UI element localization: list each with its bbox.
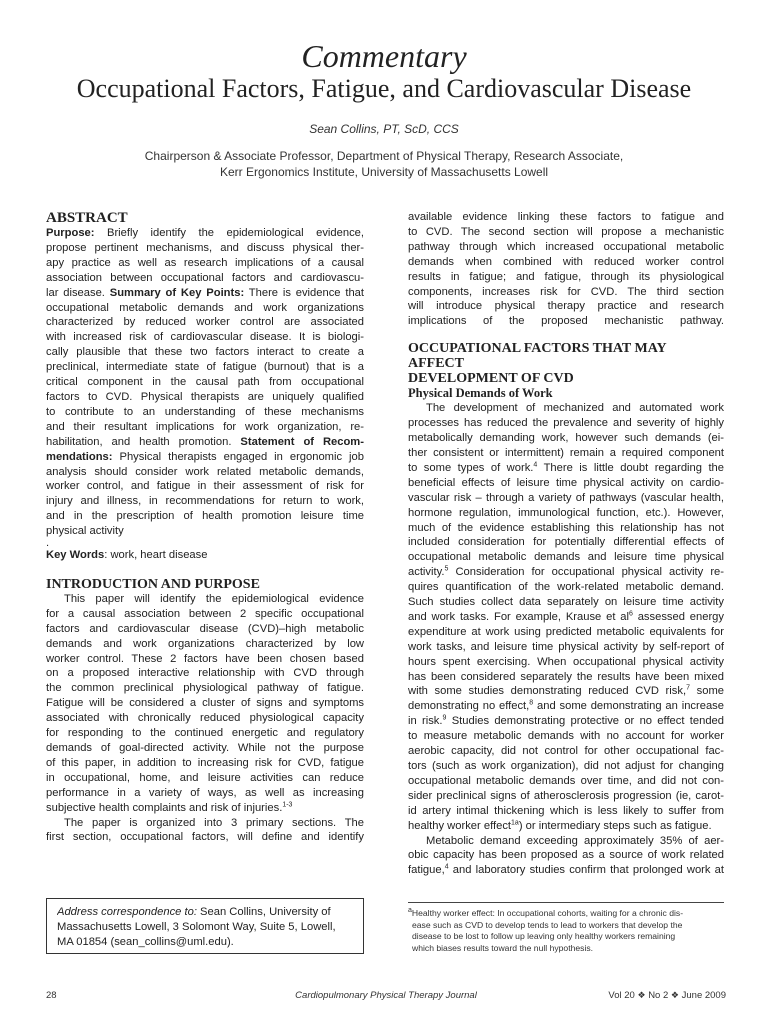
abstract-line: with increased risk of cardiovascular disease. It is biologi- [46,331,364,344]
abstract-line: preclinical, intermediate state of fatigue (burnout) that is a [46,361,364,374]
text-line: beneficial effects of leisure time physical activity on cardio- [408,476,724,489]
text-line: much of the evidence establishing this relationship has not [408,521,724,534]
text-line: quires quantification of the work-related metabolic demand. [408,581,724,594]
text-line: aerobic capacity, did not control for other occupational fac- [408,745,724,758]
address-label: Address correspondence to: [57,906,197,918]
text-line: ther consistent or intermittent) remain a required component [408,446,724,459]
text-line: hormone regulation, immunological function, etc.). However, [408,506,724,519]
abstract-heading: ABSTRACT [46,210,128,226]
affiliation-line-1: Chairperson & Associate Professor, Department of Physical Therapy, Research Associate, [144,149,624,163]
text-line: processes has reduced the prevalence and severity of highly [408,417,724,430]
purpose-label: Purpose: [46,227,95,239]
text-line: The paper is organized into 3 primary sections. The [64,816,364,829]
intro-continuation [408,210,724,329]
text-line: metabolically demanding work, however such demands (ei- [408,432,724,445]
text-line: pathway through which increased occupational metabolic [408,240,724,253]
abstract-line: propose pertinent mechanisms, and discuss physical ther- [46,241,364,254]
article-title: Occupational Factors, Fatigue, and Cardiovascular Disease [76,74,692,103]
abstract-line: physical activity [46,525,124,538]
text-line: work tasks, and leisure time physical activity by self-report of [408,640,724,653]
text-line: implications of the proposed mechanistic pathway. [408,315,724,328]
text-line: has been considered separately the results have been mixed [408,670,724,683]
text-line: demands and work organizations characterized by low [46,637,364,650]
text-line: The development of mechanized and automated work [426,402,724,415]
text-line: for responding to the continued energetic and regulatory [46,727,364,740]
text-line: demands when combined with reduced worker control [408,255,724,268]
text-line: in occupational, home, and leisure activities can reduce [46,771,364,784]
left-column [46,210,364,845]
intro-paragraph-1 [46,592,364,801]
text-line: will introduce physical therapy practice and research [408,300,724,313]
text-line: factors and cardiovascular disease (CVD)–high metabolic [46,622,364,635]
abstract-line: critical component in the causal path from occupational [46,376,364,389]
text-line: sider preclinical signs of atherosclerosis progression (ie, carot- [408,789,724,802]
text-line: id artery intimal thickening which is less likely to suffer from [408,804,724,817]
page-number: 28 [46,990,57,1001]
summary-label: Summary of Key Points: [109,286,245,299]
abstract-line: to contribute to an understanding of these mechanisms [46,405,364,418]
text-line: components, increases risk for CVD. The third section [408,285,724,298]
address-correspondence-box: Address correspondence to: Sean Collins, University of Massachusetts Lowell, 3 Solomont Way, Suite 5, Lowell, MA 01854 (sean_collins@uml.edu). [46,898,364,954]
text-line: associated with chronically reduced physiological capacity [46,712,364,725]
section-heading: OCCUPATIONAL FACTORS THAT MAY AFFECT DEVELOPMENT OF CVD [408,341,667,387]
text-line: of this paper, in addition to increasing risk for CVD, fatigue [46,756,364,769]
subsection-heading: Physical Demands of Work [408,386,553,401]
text-line: to CVD. The second section will propose a mechanistic [408,225,724,238]
article-type-label: Commentary [301,38,467,74]
diamond-ornament-icon: ❖ [670,990,679,1000]
abstract-line: . [46,539,50,549]
text-line: first section, occupational factors, will define and identify [46,831,364,844]
text-line: results in fatigue; and fatigue, through its physiological [408,270,724,283]
text-line: vascular risk – through a variety of pathways (vascular health, [408,491,724,504]
intro-heading: INTRODUCTION AND PURPOSE [46,576,260,592]
abstract-line: analysis should consider work related metabolic demands, [46,465,364,478]
text-line: Fatigue will be considered a cluster of signs and symptoms [46,697,364,710]
abstract-line: habilitation, and health promotion. Statement of Recom- [46,435,364,448]
abstract-line: mendations: Physical therapists engaged in ergonomic job [46,450,364,463]
author-line: Sean Collins, PT, ScD, CCS [309,122,459,136]
abstract-line: worker control, and fatigue in their assessment of risk for [46,480,364,493]
diamond-ornament-icon: ❖ [637,990,646,1000]
text-line: demands of goal-directed activity. While not the purpose [46,742,364,754]
text-line: on a proposed interactive relationship with CVD through [46,667,364,680]
footnote: $^a$Healthy worker effect: In occupational cohorts, waiting for a chronic dis- ease such as CVD to develop tends to lead to workers that develop the disease to be lost to follow up leaving only healthy workers remaining which biases results toward the null hypothesis. [408,908,684,953]
text-line: to measure metabolic demands with no account for worker [408,730,724,743]
abstract-line: and in the prescription of health promotion leisure time [46,510,364,523]
abstract-line: cally plausible that these two factors interact to create a [46,346,364,359]
text-line: Such studies collect data separately on leisure time activity [408,596,724,609]
text-line: for a causal association between 2 specific occupational [46,607,364,620]
text-line: included consideration for potentially differential effects of [408,536,724,549]
text-line: performance in a variety of ways, as well as increasing [46,786,364,799]
journal-name: Cardiopulmonary Physical Therapy Journal [295,990,477,1001]
abstract-line: factors to CVD. Physical therapists are uniquely qualified [46,390,364,403]
text-line: expenditure at work using predicted metabolic equivalents for [408,625,724,638]
keywords-line: Key Words: work, heart disease [46,549,208,562]
affiliation-line-2: Kerr Ergonomics Institute, University of Massachusetts Lowell [219,165,549,179]
text-line: tors (such as work organization), did not adjust for changing [408,760,724,772]
abstract-line: injury and illness, in recommendations for return to work, [46,495,364,508]
text-line: worker control. These 2 factors have been chosen based [46,652,364,665]
issue-info: Vol 20 ❖ No 2 ❖ June 2009 [608,990,726,1001]
text-line: occupational metabolic demands over time, and did not con- [408,774,724,787]
abstract-line: Purpose: Briefly identify the epidemiological evidence, [46,227,364,239]
abstract-line: occupational metabolic demands and work organizations [46,301,364,314]
abstract-line: lar disease. Summary of Key Points: There is evidence that [46,286,364,299]
abstract-line: characterized by reduced worker control are associated [46,316,364,329]
intro-line: subjective health complaints and risk of injuries.$^{1-3}$ [46,800,293,814]
footnote-divider [408,902,724,903]
statement-label: Statement of Recom- [240,435,364,448]
keywords-label: Key Words [46,549,105,562]
abstract-line: and their resultant implications for work organization, re- [46,420,364,433]
text-line: hours spent exercising. When occupational physical activity [408,655,724,668]
text-line: available evidence linking these factors to fatigue and [408,211,724,223]
text-line: the common preclinical physiological pathway of fatigue. [46,682,364,695]
abstract-line: association between occupational factors and cardiovascu- [46,271,364,284]
intro-paragraph-2 [46,816,364,846]
right-column: available evidence linking these factors to fatigue and to CVD. The second section will propose a mechanistic pathway through which increased occupational metabolic demands when combined with reduced worker control results in fatigue; and fatigue, through its physiological components, increases risk for CVD. The third section will introduce physical therapy practice and research implications of the proposed mechanistic pathway. OCCUPATIONAL FACTORS THAT MAY AFFECT DEVELOPMENT OF CVD Physical Demands of Work The development of mechanized and automated work processes has reduced the prevalence and severity of highly metabolically demanding work, however such demands (ei- ther consistent or intermittent) remain a required component to some types of work.$^4$ There is little doubt regarding the beneficial effects of leisure time physical activity on cardio- vascular risk – through a variety of pathways (vascular health, hormone regulation, immunological function, etc.). However, much of the evidence establishing this relationship has not included consideration for potentially differential effects of occupational metabolic demands and leisure time physical activity.$^5$ Consideration for occupational physical activity re- quires quantification of the work-related metabolic demand. Such studies collect data separately on leisure time activity and work tasks. For example, Krause et $al^6$ assessed energy expenditure at work using predicted metabolic equivalents for work tasks, and leisure time physical activity by self-report of hours spent exercising. When occupational physical activity has been considered separately the results have been mixed with some studies demonstrating reduced CVD risk,$^7$ some demonstrating no effect,$^8$ and some demonstrating an increase in risk.$^9$ Studies demonstrating protective or no effect tended to measure metabolic demands with no account for worker aerobic capacity, did not control for other occupational fac- tors (such as work organization), did not adjust for changing occupational metabolic demands over time, and did not con- sider preclinical signs of atherosclerosis progression (ie, carot- id artery intimal thickening which is less likely to suffer from healthy worker effect$^{1a}$) or intermediary steps such as fatigue. Metabolic demand exceeding approximately 35% of aer- obic capacity has been proposed as a source of work related fatigue,$^4$ and laboratory studies confirm that prolonged work at [408,211,724,877]
text-line: This paper will identify the epidemiological evidence [64,592,364,605]
abstract-line: apy practice as well as research implications of a causal [46,256,364,269]
text-line: occupational metabolic demands and leisure time physical [408,551,724,564]
